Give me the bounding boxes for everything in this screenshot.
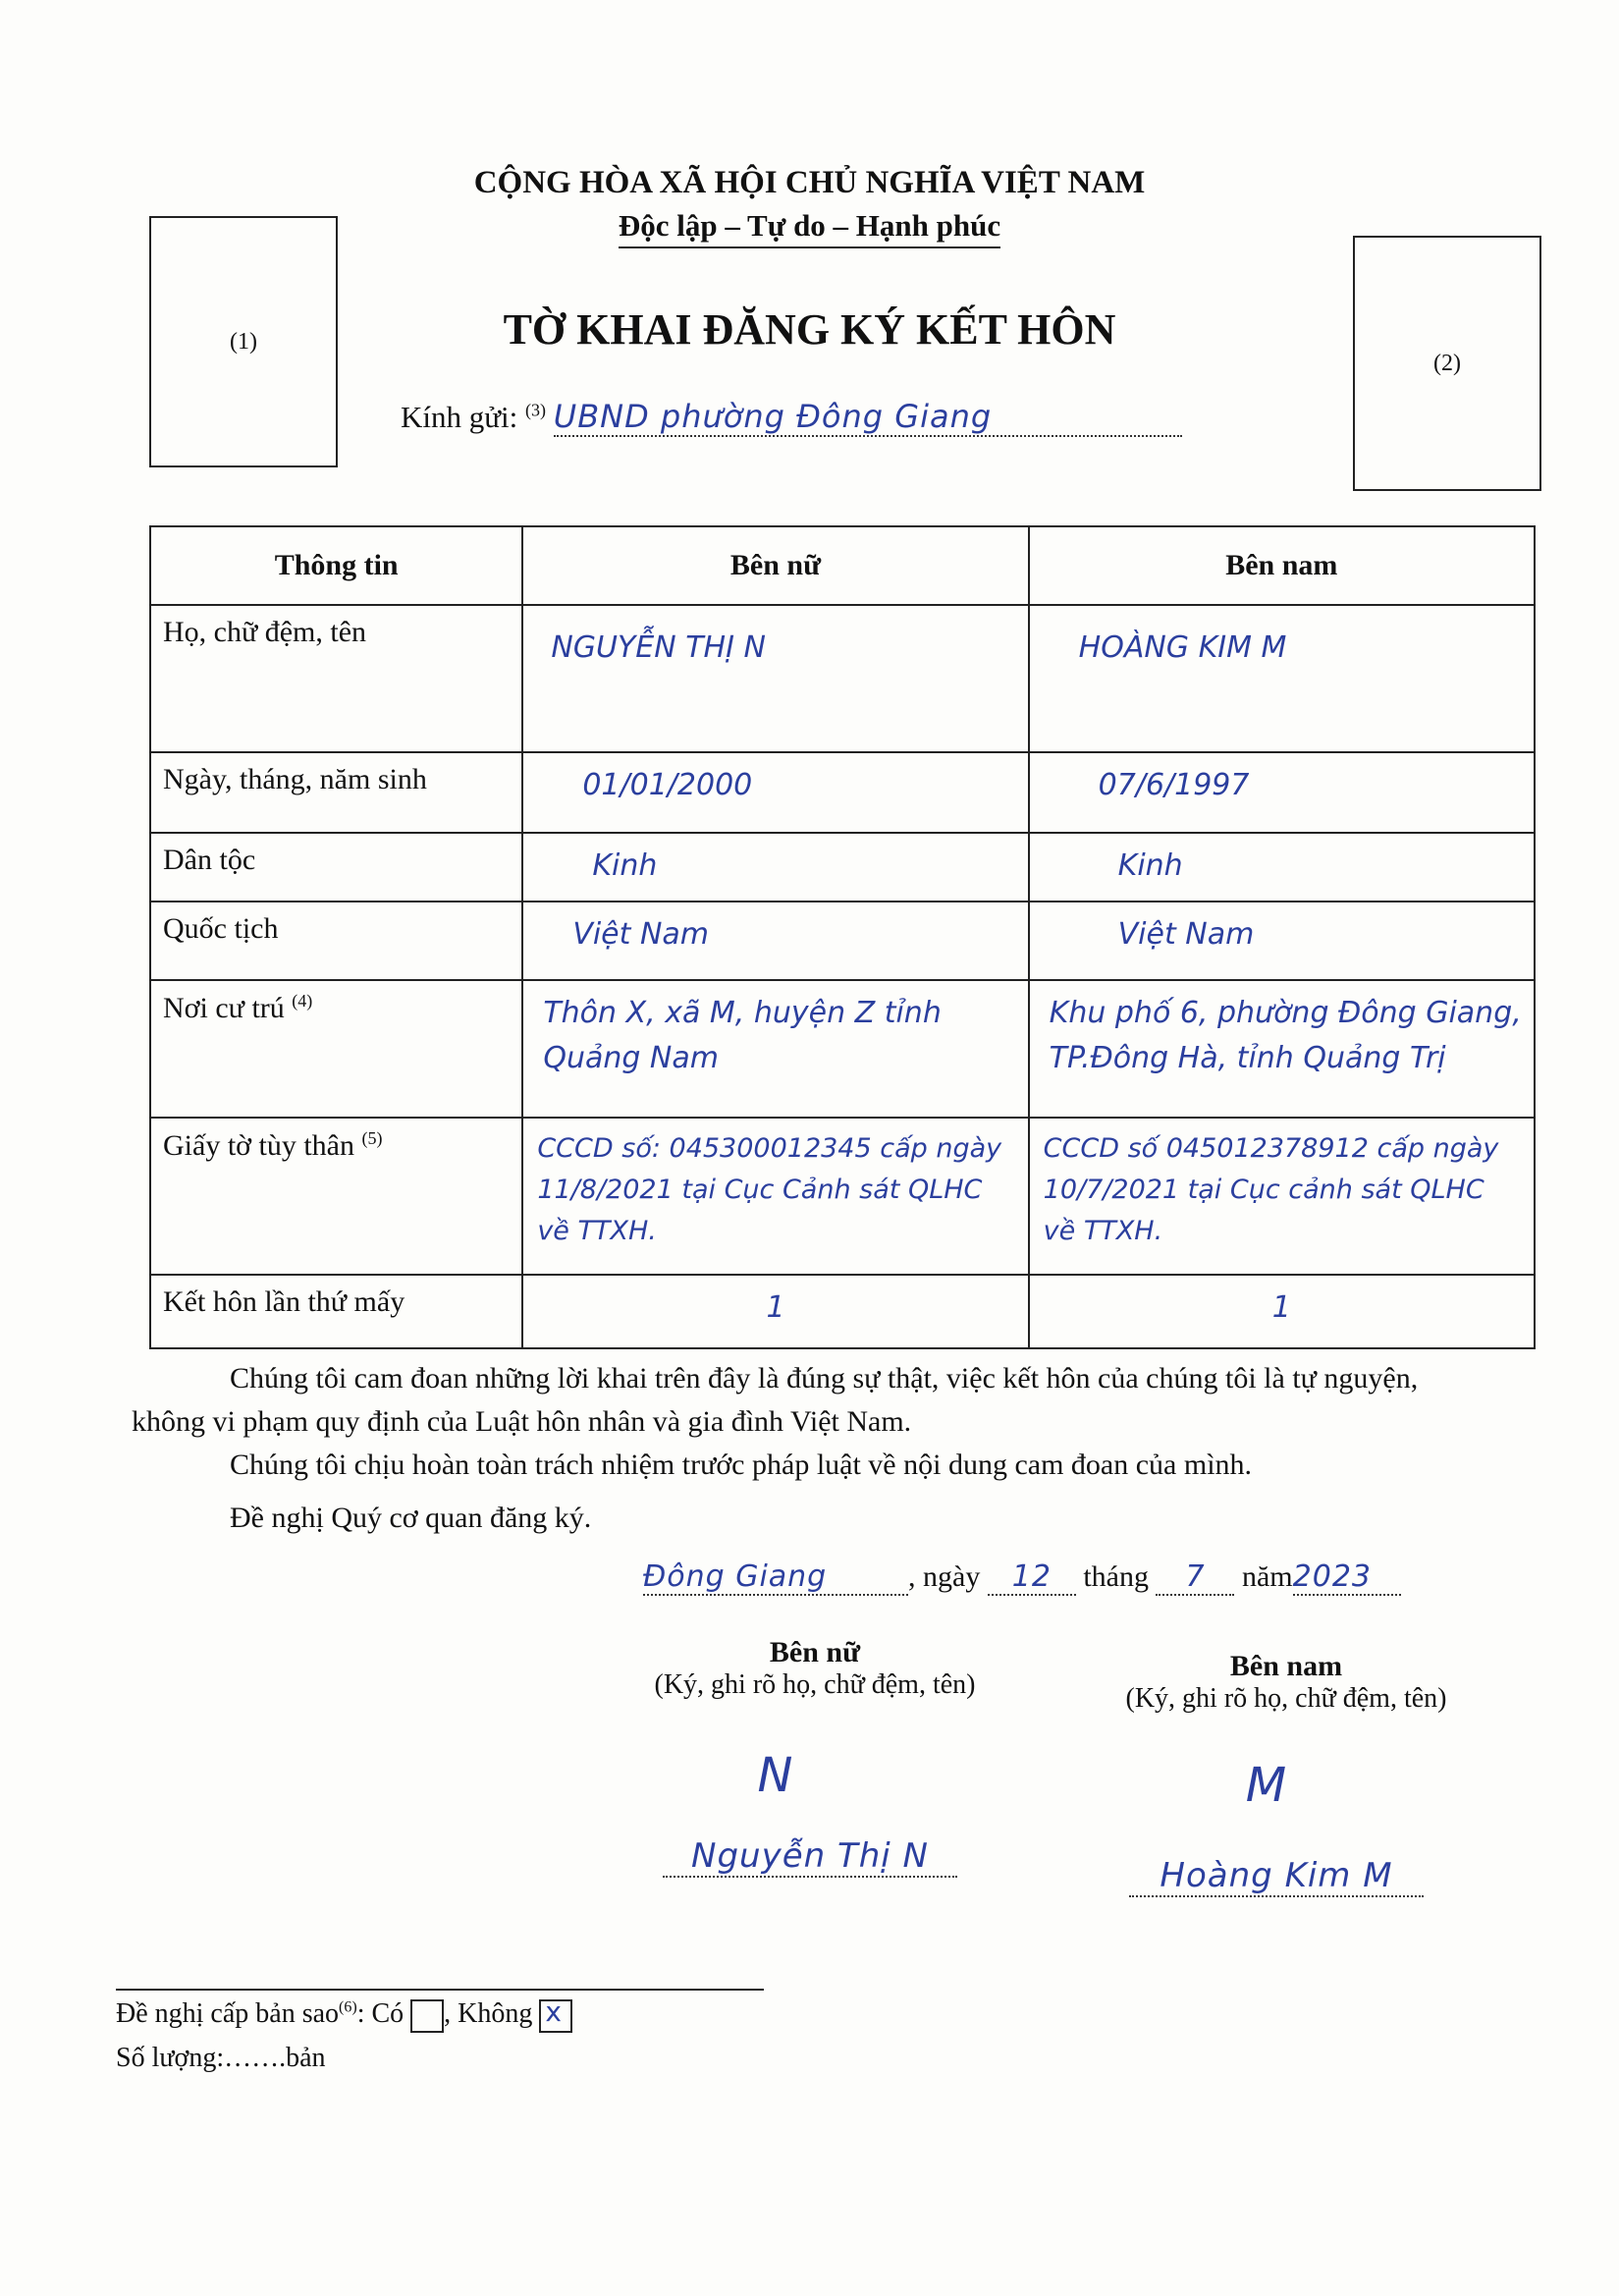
row-label-id	[150, 1118, 522, 1275]
row-label-ethnicity: Dân tộc	[150, 833, 522, 902]
photo-box-left-label: (1)	[230, 328, 257, 355]
female-name[interactable]: NGUYỄN THỊ N	[522, 605, 1028, 752]
female-ethnicity[interactable]: Kinh	[522, 833, 1028, 902]
info-table	[149, 525, 1536, 1349]
signature-female-name[interactable]: Nguyễn Thị N	[663, 1836, 957, 1878]
female-dob[interactable]: 01/01/2000	[522, 752, 1028, 833]
quantity-label: Số lượng:	[116, 2043, 225, 2073]
signature-male-title: Bên nam	[1229, 1650, 1343, 1682]
male-name[interactable]: HOÀNG KIM M	[1029, 605, 1535, 752]
table-header-row	[150, 526, 1535, 605]
header-female: Bên nữ	[522, 526, 1028, 605]
date-year[interactable]: 2023	[1293, 1559, 1401, 1596]
copy-no-label: , Không	[444, 1998, 533, 2029]
row-label-marriage-count: Kết hôn lần thứ mấy	[150, 1275, 522, 1348]
photo-box-right-label: (2)	[1433, 350, 1461, 376]
female-nationality[interactable]: Việt Nam	[522, 902, 1028, 980]
table-row	[150, 980, 1535, 1118]
copy-no-check-mark: x	[545, 1995, 562, 2028]
addressee-value[interactable]: UBND phường Đông Giang	[554, 398, 1182, 437]
signature-female-title: Bên nữ	[769, 1636, 861, 1668]
quantity-line	[116, 2043, 326, 2074]
date-year-label: năm	[1241, 1560, 1293, 1593]
date-day-label: , ngày	[908, 1560, 981, 1593]
signature-male-block	[1080, 1650, 1492, 1715]
male-residence[interactable]: Khu phố 6, phường Đông Giang, TP.Đông Hà, tỉnh Quảng Trị	[1029, 980, 1535, 1118]
male-marriage-count[interactable]: 1	[1029, 1275, 1535, 1348]
male-dob[interactable]: 07/6/1997	[1029, 752, 1535, 833]
copy-yes-label: : Có	[356, 1998, 405, 2029]
header-info: Thông tin	[150, 526, 522, 605]
copy-yes-checkbox[interactable]	[410, 1999, 444, 2033]
declaration-p3: Đề nghị Quý cơ quan đăng ký.	[230, 1502, 592, 1534]
table-row	[150, 1118, 1535, 1275]
male-id[interactable]: CCCD số 045012378912 cấp ngày 10/7/2021 tại Cục cảnh sát QLHC về TTXH.	[1029, 1118, 1535, 1275]
declaration-p2: Chúng tôi chịu hoàn toàn trách nhiệm trước pháp luật về nội dung cam đoan của mình.	[230, 1449, 1253, 1481]
copy-request-label: Đề nghị cấp bản sao	[116, 1998, 340, 2029]
table-row	[150, 605, 1535, 752]
declaration-p1: Chúng tôi cam đoan những lời khai trên đây là đúng sự thật, việc kết hôn của chúng tôi là tự nguyện, không vi phạm quy định của Luật hôn nhân và gia đình Việt Nam.	[132, 1362, 1419, 1438]
copy-no-checkbox[interactable]	[539, 1995, 572, 2033]
row-label-name: Họ, chữ đệm, tên	[150, 605, 522, 752]
row-label-residence-text: Nơi cư trú	[163, 992, 285, 1024]
copy-request-note: (6)	[339, 1998, 357, 2016]
date-place[interactable]: Đông Giang	[643, 1559, 908, 1596]
female-marriage-count[interactable]: 1	[522, 1275, 1028, 1348]
row-label-residence-note: (4)	[292, 991, 313, 1011]
signature-female-mark[interactable]: N	[757, 1748, 794, 1803]
signature-female-sub: (Ký, ghi rõ họ, chữ đệm, tên)	[654, 1669, 976, 1700]
addressee-label: Kính gửi:	[401, 400, 518, 434]
row-label-residence	[150, 980, 522, 1118]
addressee-line	[401, 398, 1182, 437]
female-residence[interactable]: Thôn X, xã M, huyện Z tỉnh Quảng Nam	[522, 980, 1028, 1118]
row-label-nationality: Quốc tịch	[150, 902, 522, 980]
quantity-unit: bản	[286, 2043, 326, 2073]
footer-divider	[116, 1989, 764, 1991]
table-row	[150, 902, 1535, 980]
addressee-note: (3)	[525, 400, 547, 420]
signature-male-name[interactable]: Hoàng Kim M	[1129, 1856, 1424, 1897]
signature-male-sub: (Ký, ghi rõ họ, chữ đệm, tên)	[1125, 1683, 1447, 1714]
table-row	[150, 1275, 1535, 1348]
photo-box-right	[1353, 236, 1541, 491]
male-ethnicity[interactable]: Kinh	[1029, 833, 1535, 902]
male-nationality[interactable]: Việt Nam	[1029, 902, 1535, 980]
copy-request-line	[116, 1995, 572, 2033]
header-male: Bên nam	[1029, 526, 1535, 605]
date-line	[643, 1559, 1401, 1596]
female-id[interactable]: CCCD số: 045300012345 cấp ngày 11/8/2021 tại Cục Cảnh sát QLHC về TTXH.	[522, 1118, 1028, 1275]
signature-female-block	[609, 1636, 1021, 1701]
row-label-id-text: Giấy tờ tùy thân	[163, 1129, 354, 1162]
date-day[interactable]: 12	[988, 1559, 1076, 1596]
motto-text: Độc lập – Tự do – Hạnh phúc	[619, 208, 1000, 248]
date-month[interactable]: 7	[1156, 1559, 1234, 1596]
national-title: CỘNG HÒA XÃ HỘI CHỦ NGHĨA VIỆT NAM	[473, 165, 1146, 200]
form-title: TỜ KHAI ĐĂNG KÝ KẾT HÔN	[503, 305, 1116, 354]
row-label-id-note: (5)	[361, 1128, 383, 1148]
date-month-label: tháng	[1083, 1560, 1149, 1593]
table-row	[150, 752, 1535, 833]
quantity-value[interactable]: …….	[224, 2043, 287, 2073]
signature-male-mark[interactable]: M	[1245, 1758, 1288, 1813]
row-label-dob: Ngày, tháng, năm sinh	[150, 752, 522, 833]
table-row	[150, 833, 1535, 902]
